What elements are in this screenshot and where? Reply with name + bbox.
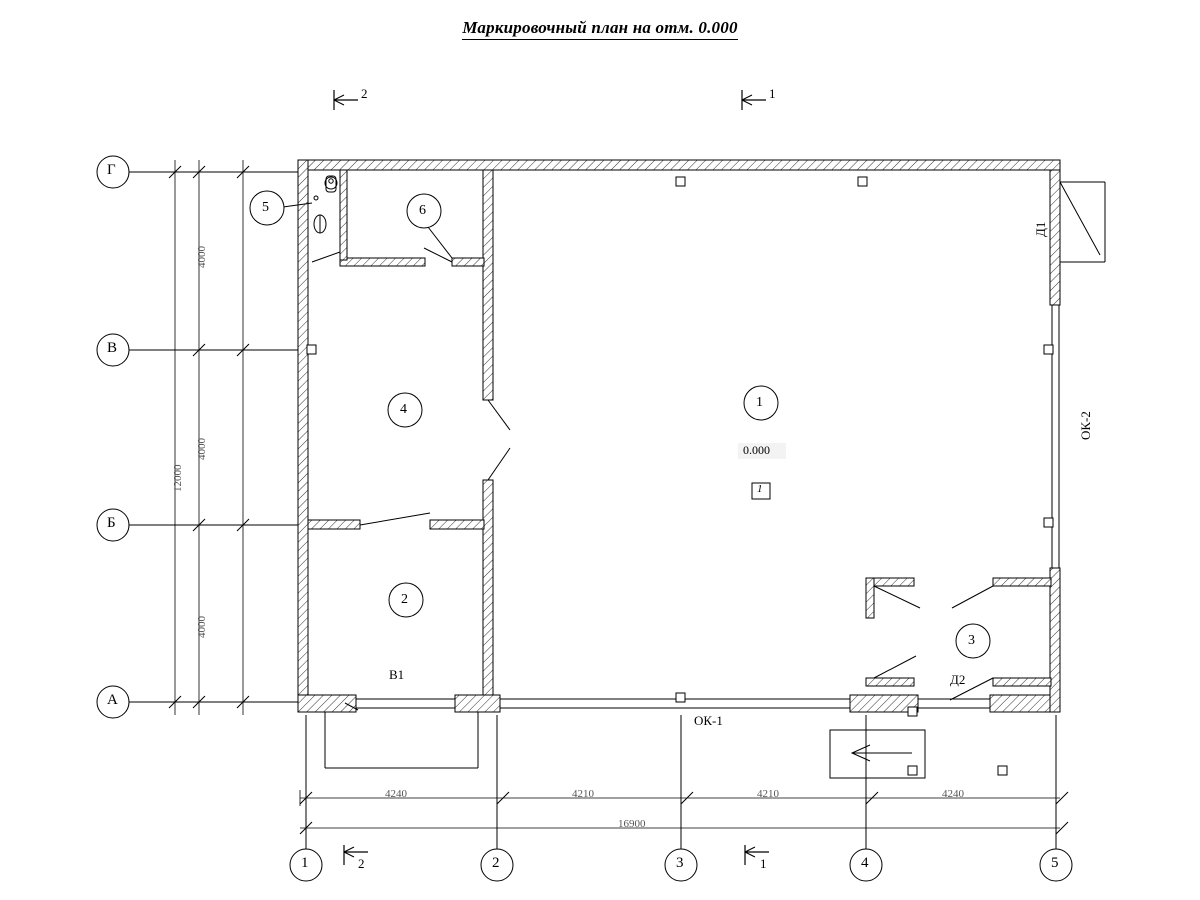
room-number-3: 3 bbox=[968, 633, 975, 648]
partition-room6-bottom-right bbox=[452, 258, 484, 266]
wall-bottom-left bbox=[298, 695, 356, 712]
wc-fixtures bbox=[283, 176, 337, 233]
door-d1-label: Д1 bbox=[1033, 221, 1048, 237]
level-mark-label: 0.000 bbox=[743, 443, 770, 457]
page-title-text: Маркировочный план на отм. 0.000 bbox=[462, 18, 737, 40]
wall-right-upper bbox=[1050, 170, 1060, 305]
partition-room2-top-right bbox=[430, 520, 484, 529]
partition-room3-bottom-left bbox=[866, 678, 914, 686]
hdim-seg-1: 4240 bbox=[385, 788, 407, 800]
partition-room2-top-left bbox=[308, 520, 360, 529]
partition-vertical-lower bbox=[483, 480, 493, 695]
door-swings bbox=[312, 182, 1105, 778]
vertical-dimension-chain bbox=[168, 160, 250, 715]
hdim-seg-3: 4210 bbox=[757, 788, 779, 800]
section-mark-label-top-right: 1 bbox=[769, 86, 776, 101]
axis-label-4: 4 bbox=[861, 855, 869, 871]
axis-label-2: 2 bbox=[492, 855, 500, 871]
axis-label-a: А bbox=[107, 692, 118, 708]
vdim-total: 12000 bbox=[172, 464, 184, 492]
hdim-seg-2: 4210 bbox=[572, 788, 594, 800]
room-number-6: 6 bbox=[419, 203, 426, 218]
section-mark-label-bottom-right: 1 bbox=[760, 856, 767, 871]
wall-left bbox=[298, 160, 308, 712]
vdim-seg-1: 4000 bbox=[196, 246, 208, 268]
wall-right-lower bbox=[1050, 568, 1060, 712]
partition-room3-top-right bbox=[993, 578, 1051, 586]
partition-room3-left bbox=[866, 578, 874, 618]
axis-label-v: В bbox=[107, 340, 118, 356]
section-mark-top-left bbox=[334, 90, 358, 110]
level-tag-label: 1 bbox=[757, 483, 763, 495]
wall-opening-markers bbox=[307, 177, 1053, 775]
wall-top bbox=[298, 160, 1060, 170]
window-ok-2 bbox=[1052, 305, 1059, 568]
vdim-seg-3: 4000 bbox=[196, 616, 208, 638]
window-ok1-label: ОК-1 bbox=[694, 713, 723, 728]
axis-label-1: 1 bbox=[301, 855, 309, 871]
axis-label-3: 3 bbox=[676, 855, 684, 871]
window-ok2-label: ОК-2 bbox=[1078, 411, 1093, 440]
room-number-1: 1 bbox=[756, 395, 763, 410]
axis-label-g: Г bbox=[107, 162, 116, 178]
partition-room6-bottom bbox=[340, 258, 425, 266]
partition-room3-bottom-right bbox=[993, 678, 1051, 686]
room6-leader bbox=[428, 227, 452, 258]
room-number-5: 5 bbox=[262, 200, 269, 215]
axis-label-5: 5 bbox=[1051, 855, 1059, 871]
hdim-total: 16900 bbox=[618, 818, 646, 830]
door-d2-label: Д2 bbox=[950, 672, 966, 687]
partition-wc-vertical bbox=[340, 170, 347, 260]
axis-label-b: Б bbox=[107, 515, 116, 531]
wall-bottom-seg2 bbox=[455, 695, 500, 712]
stair-v1-label: В1 bbox=[389, 667, 405, 682]
section-mark-label-top-left: 2 bbox=[361, 86, 368, 101]
hdim-seg-4: 4240 bbox=[942, 788, 964, 800]
section-mark-label-bottom-left: 2 bbox=[358, 856, 365, 871]
room-number-4: 4 bbox=[400, 402, 407, 417]
room-number-2: 2 bbox=[401, 592, 408, 607]
partition-vertical-upper bbox=[483, 170, 493, 400]
vdim-seg-2: 4000 bbox=[196, 438, 208, 460]
section-mark-top-right bbox=[742, 90, 766, 110]
